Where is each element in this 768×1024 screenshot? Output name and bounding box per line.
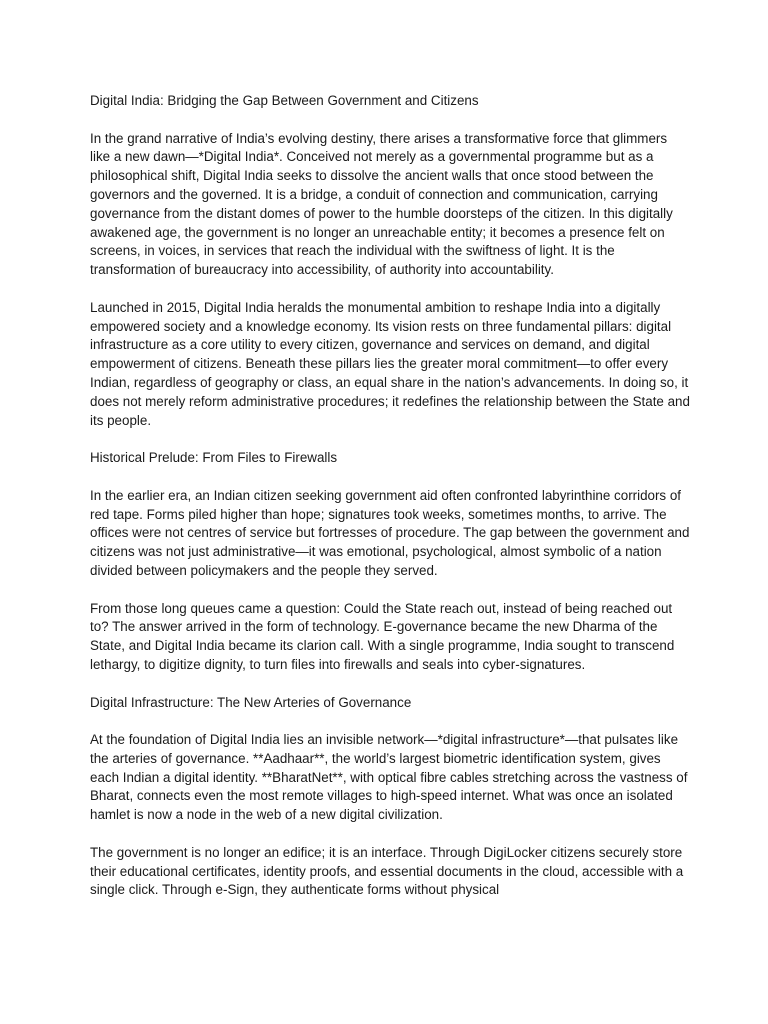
section-heading-digital-infrastructure: Digital Infrastructure: The New Arteries of Governance [90, 694, 412, 710]
section-heading-historical-prelude: Historical Prelude: From Files to Firewalls [90, 450, 338, 466]
section-1-paragraph-2: From those long queues came a question: Could the State reach out, instead of being reached out to? The answer arrived in the form of technology. E-governance became the new Dharma of the State, and Digital India became its clarion call. With a single programme, India sought to transcend lethargy, to digitize dignity, to turn files into firewalls and seals into cyber-signatures. [90, 600, 675, 672]
section-1-paragraph-1: In the earlier era, an Indian citizen seeking government aid often confronted labyrinthine corridors of red tape. Forms piled higher than hope; signatures took weeks, sometimes months, to arrive. The offices were not centres of service but fortresses of procedure. The gap between the government and citizens was not just administrative—it was emotional, psychological, almost symbolic of a nation divided between policymakers and the people they served. [90, 487, 690, 578]
intro-paragraph-1: In the grand narrative of India’s evolving destiny, there arises a transformative force that glimmers like a new dawn—*Digital India*. Conceived not merely as a governmental programme but as a philosophical shift, Digital India seeks to dissolve the ancient walls that once stood between the governors and the governed. It is a bridge, a conduit of connection and communication, carrying governance from the distant domes of power to the humble doorsteps of the citizen. In this digitally awakened age, the government is no longer an unreachable entity; it becomes a presence felt on screens, in voices, in services that reach the individual with the swiftness of light. It is the transformation of bureaucracy into accessibility, of authority into accountability. [90, 130, 673, 278]
document-page [90, 92, 690, 919]
document-title: Digital India: Bridging the Gap Between Government and Citizens [90, 93, 479, 108]
section-2-paragraph-1: At the foundation of Digital India lies an invisible network—*digital infrastructure*—that pulsates like the arteries of governance. **Aadhaar**, the world’s largest biometric identification system, gives each Indian a digital identity. **BharatNet**, with optical fibre cables stretching across the vastness of Bharat, connects even the most remote villages to high-speed internet. What was once an isolated hamlet is now a node in the web of a new digital civilization. [90, 732, 688, 823]
section-2-paragraph-2: The government is no longer an edifice; it is an interface. Through DigiLocker citizens securely store their educational certificates, identity proofs, and essential documents in the cloud, accessible with a single click. Through e-Sign, they authenticate forms without physical [90, 844, 684, 898]
intro-paragraph-2: Launched in 2015, Digital India heralds the monumental ambition to reshape India into a digitally empowered society and a knowledge economy. Its vision rests on three fundamental pillars: digital infrastructure as a core utility to every citizen, governance and services on demand, and digital empowerment of citizens. Beneath these pillars lies the greater moral commitment—to offer every Indian, regardless of geography or class, an equal share in the nation’s advancements. In doing so, it does not merely reform administrative procedures; it redefines the relationship between the State and its people. [90, 299, 690, 428]
